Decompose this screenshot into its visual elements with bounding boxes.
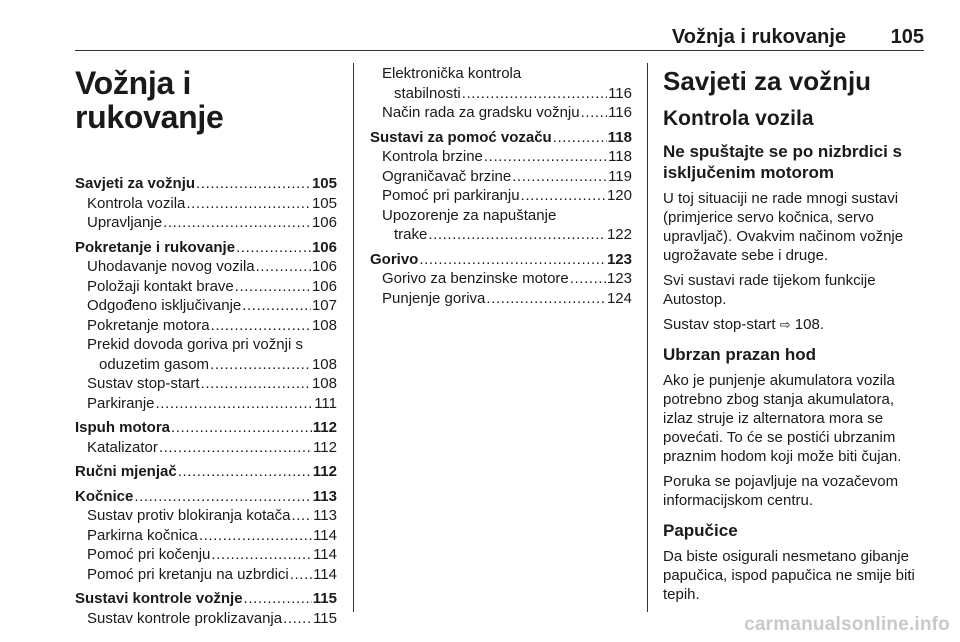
toc-leader-dots bbox=[244, 589, 312, 609]
toc-entry-label: Sustavi kontrole vožnje bbox=[75, 590, 243, 607]
toc-entry-page: 114 bbox=[313, 565, 337, 583]
toc-leader-dots bbox=[196, 174, 311, 194]
toc-entry-label: Katalizator bbox=[87, 438, 158, 456]
toc-entry-label: Parkirna kočnica bbox=[87, 526, 198, 544]
toc-leader-dots bbox=[521, 186, 606, 206]
toc-entry-page: 115 bbox=[313, 609, 337, 627]
toc-entry[interactable] bbox=[75, 418, 337, 438]
toc-entry-label: Prekid dovoda goriva pri vožnji s bbox=[87, 336, 303, 353]
toc-leader-dots bbox=[570, 269, 606, 289]
column-divider-2 bbox=[647, 63, 648, 612]
toc-entry-label: Ograničavač brzine bbox=[382, 167, 512, 185]
toc-entry[interactable] bbox=[370, 225, 632, 245]
toc-entry-page: 112 bbox=[313, 438, 337, 456]
toc-entry-label: Sustav stop-start bbox=[87, 375, 200, 392]
toc-entry-page: 113 bbox=[313, 507, 337, 524]
page-header bbox=[75, 22, 924, 48]
toc-leader-dots bbox=[201, 374, 311, 394]
toc-entry-page: 114 bbox=[313, 546, 337, 563]
toc-entry[interactable] bbox=[75, 487, 337, 507]
toc-entry-label: Parkiranje bbox=[87, 394, 155, 412]
toc-leader-dots bbox=[486, 289, 606, 309]
toc-entry-label: Savjeti za vožnju bbox=[75, 175, 196, 192]
toc-entry-label: Gorivo za benzinske motore bbox=[382, 270, 569, 287]
toc-entry-label: Ispuh motora bbox=[75, 419, 171, 436]
toc-entry-label: Kontrola vozila bbox=[87, 194, 186, 212]
toc-entry-label: Punjenje goriva bbox=[382, 289, 486, 307]
toc-entry-page: 123 bbox=[606, 250, 632, 268]
toc-entry[interactable] bbox=[75, 526, 337, 546]
toc-entry-label: Elektronička kontrola bbox=[382, 65, 522, 82]
toc-entry-page: 105 bbox=[311, 175, 337, 192]
toc-entry[interactable] bbox=[75, 394, 337, 414]
paragraph-stop-start-ref bbox=[663, 315, 927, 334]
toc-entry[interactable] bbox=[75, 174, 337, 194]
header-title: Vožnja i rukovanje bbox=[671, 26, 846, 48]
toc-entry-label: Pomoć pri kočenju bbox=[87, 546, 211, 563]
toc-entry-page: 106 bbox=[311, 277, 337, 295]
toc-entry-page: 116 bbox=[608, 104, 632, 121]
header-rule bbox=[75, 50, 924, 51]
toc-entry[interactable] bbox=[75, 589, 337, 609]
toc-entry-page: 106 bbox=[311, 238, 337, 256]
toc-column-2 bbox=[370, 66, 632, 308]
toc-entry[interactable] bbox=[370, 103, 632, 123]
toc-entry-label: Sustav kontrole proklizavanja bbox=[87, 609, 283, 627]
toc-entry-label: Položaji kontakt brave bbox=[87, 277, 234, 295]
toc-entry-page: 118 bbox=[608, 148, 632, 165]
toc-entry-page: 108 bbox=[311, 316, 337, 334]
paragraph-pedals: Da biste osigurali nesmetano gibanje papučica, ispod papučica ne smije biti tepih. bbox=[663, 548, 915, 603]
toc-entry-label: Sustav protiv blokiranja kotača bbox=[87, 507, 291, 524]
toc-entry[interactable] bbox=[75, 277, 337, 297]
heading-downhill: Ne spuštajte se po nizbrdici s isključenim motorom bbox=[663, 142, 903, 182]
toc-entry[interactable] bbox=[75, 438, 337, 458]
toc-entry-page: 111 bbox=[314, 394, 337, 412]
toc-entry-page: 112 bbox=[312, 463, 337, 480]
section-subtitle: Kontrola vozila bbox=[663, 107, 814, 130]
toc-leader-dots bbox=[211, 316, 311, 336]
toc-entry-label: trake bbox=[394, 226, 428, 243]
toc-leader-dots bbox=[428, 225, 606, 245]
toc-leader-dots bbox=[199, 526, 312, 546]
paragraph-autostop: Svi sustavi rade tijekom funkcije Autostop. bbox=[663, 272, 876, 308]
toc-leader-dots bbox=[156, 394, 314, 414]
paragraph-message: Poruka se pojavljuje na vozačevom informacijskom centru. bbox=[663, 473, 899, 509]
toc-leader-dots bbox=[178, 462, 312, 482]
toc-leader-dots bbox=[159, 438, 312, 458]
toc-entry-label: Kočnice bbox=[75, 487, 134, 505]
toc-leader-dots bbox=[211, 545, 312, 565]
heading-idle: Ubrzan prazan hod bbox=[663, 345, 817, 364]
toc-entry-label: Način rada za gradsku vožnju bbox=[382, 104, 580, 121]
toc-entry[interactable] bbox=[75, 194, 337, 214]
toc-leader-dots bbox=[484, 147, 607, 167]
toc-list-1 bbox=[75, 174, 337, 628]
toc-leader-dots bbox=[163, 213, 311, 233]
toc-leader-dots bbox=[171, 418, 312, 438]
toc-entry-label: Sustavi za pomoć vozaču bbox=[370, 128, 552, 146]
toc-entry[interactable] bbox=[370, 186, 632, 206]
toc-entry-page: 106 bbox=[311, 258, 337, 275]
toc-entry-page: 116 bbox=[608, 84, 632, 102]
toc-entry-page: 105 bbox=[311, 194, 337, 212]
stop-start-text: Sustav stop-start bbox=[663, 316, 776, 333]
paragraph-idle: Ako je punjenje akumulatora vozila potrebno zbog stanja akumulatora, izlaz struje iz alternatora mora se povećati. To će se postići ubrzanim praznim hodom koji može biti čujan. bbox=[663, 372, 902, 465]
toc-entry-page: 106 bbox=[311, 214, 337, 231]
toc-entry-label: Pomoć pri parkiranju bbox=[382, 187, 520, 204]
section-title: Savjeti za vožnju bbox=[663, 66, 872, 96]
toc-entry[interactable] bbox=[75, 462, 337, 482]
toc-entry[interactable] bbox=[75, 355, 337, 375]
toc-entry[interactable] bbox=[370, 206, 632, 226]
watermark: carmanualsonline.info bbox=[744, 614, 950, 635]
paragraph-downhill: U toj situaciji ne rade mnogi sustavi (primjerice servo kočnica, servo upravljač). Ovakvim načinom vožnje ugrožavate sebe i druge. bbox=[663, 190, 904, 264]
toc-leader-dots bbox=[291, 506, 312, 526]
toc-leader-dots bbox=[290, 565, 312, 585]
toc-entry[interactable] bbox=[370, 128, 632, 148]
toc-entry[interactable] bbox=[75, 296, 337, 316]
toc-entry[interactable] bbox=[75, 609, 337, 629]
toc-entry-page: 123 bbox=[606, 270, 632, 287]
toc-entry-label: Odgođeno isključivanje bbox=[87, 297, 242, 314]
toc-leader-dots bbox=[419, 250, 606, 270]
toc-entry[interactable] bbox=[75, 374, 337, 394]
toc-entry-label: Ručni mjenjač bbox=[75, 463, 177, 480]
toc-leader-dots bbox=[256, 257, 311, 277]
chapter-title: Vožnja i rukovanje bbox=[75, 65, 224, 135]
toc-entry-page: 107 bbox=[311, 297, 337, 314]
toc-entry[interactable] bbox=[75, 257, 337, 277]
toc-entry-page: 108 bbox=[311, 355, 337, 373]
column-divider-1 bbox=[353, 63, 354, 612]
toc-entry[interactable] bbox=[75, 213, 337, 233]
toc-entry-page: 112 bbox=[312, 419, 337, 436]
toc-entry[interactable] bbox=[370, 84, 632, 104]
toc-leader-dots bbox=[512, 167, 607, 187]
toc-entry-page: 124 bbox=[606, 289, 632, 307]
toc-entry[interactable] bbox=[75, 316, 337, 336]
toc-column-1 bbox=[75, 66, 337, 628]
toc-entry-page: 120 bbox=[606, 187, 632, 204]
toc-entry-page: 115 bbox=[312, 590, 337, 607]
toc-entry[interactable] bbox=[370, 250, 632, 270]
toc-leader-dots bbox=[283, 609, 312, 629]
toc-entry[interactable] bbox=[75, 565, 337, 585]
toc-entry[interactable] bbox=[370, 269, 632, 289]
toc-entry-label: stabilnosti bbox=[394, 84, 461, 102]
stop-start-page-ref[interactable]: 108. bbox=[794, 316, 824, 333]
toc-entry[interactable] bbox=[75, 506, 337, 526]
section-column bbox=[663, 66, 927, 604]
toc-entry[interactable] bbox=[370, 64, 632, 84]
toc-entry-label: Pokretanje motora bbox=[87, 316, 210, 334]
toc-entry[interactable] bbox=[370, 289, 632, 309]
heading-pedals: Papučice bbox=[663, 521, 738, 540]
toc-entry[interactable] bbox=[370, 167, 632, 187]
toc-entry-label: Upravljanje bbox=[87, 214, 163, 231]
toc-leader-dots bbox=[553, 128, 607, 148]
toc-entry-page: 108 bbox=[311, 375, 337, 392]
toc-entry-page: 119 bbox=[608, 167, 632, 185]
toc-leader-dots bbox=[462, 84, 607, 104]
toc-entry[interactable] bbox=[75, 545, 337, 565]
toc-leader-dots bbox=[236, 238, 311, 258]
toc-entry-page: 114 bbox=[313, 526, 337, 544]
toc-entry-label: Gorivo bbox=[370, 250, 419, 268]
toc-entry-label: Kontrola brzine bbox=[382, 148, 483, 165]
toc-entry[interactable] bbox=[75, 335, 337, 355]
toc-leader-dots bbox=[134, 487, 311, 507]
toc-leader-dots bbox=[581, 103, 607, 123]
toc-list-2 bbox=[370, 64, 632, 308]
toc-leader-dots bbox=[242, 296, 311, 316]
header-page-number: 105 bbox=[890, 26, 924, 48]
toc-entry-page: 113 bbox=[312, 487, 337, 505]
toc-leader-dots bbox=[235, 277, 311, 297]
page-reference-arrow-icon: ⇨ bbox=[779, 317, 791, 332]
toc-entry[interactable] bbox=[370, 147, 632, 167]
toc-leader-dots bbox=[210, 355, 311, 375]
toc-entry-label: oduzetim gasom bbox=[99, 355, 210, 373]
toc-entry-page: 118 bbox=[607, 128, 632, 146]
toc-entry-label: Upozorenje za napuštanje bbox=[382, 206, 557, 224]
toc-entry-page: 122 bbox=[606, 226, 632, 243]
toc-entry[interactable] bbox=[75, 238, 337, 258]
toc-entry-label: Uhodavanje novog vozila bbox=[87, 258, 255, 275]
toc-leader-dots bbox=[186, 194, 311, 214]
toc-entry-label: Pomoć pri kretanju na uzbrdici bbox=[87, 565, 289, 583]
toc-entry-label: Pokretanje i rukovanje bbox=[75, 238, 236, 256]
